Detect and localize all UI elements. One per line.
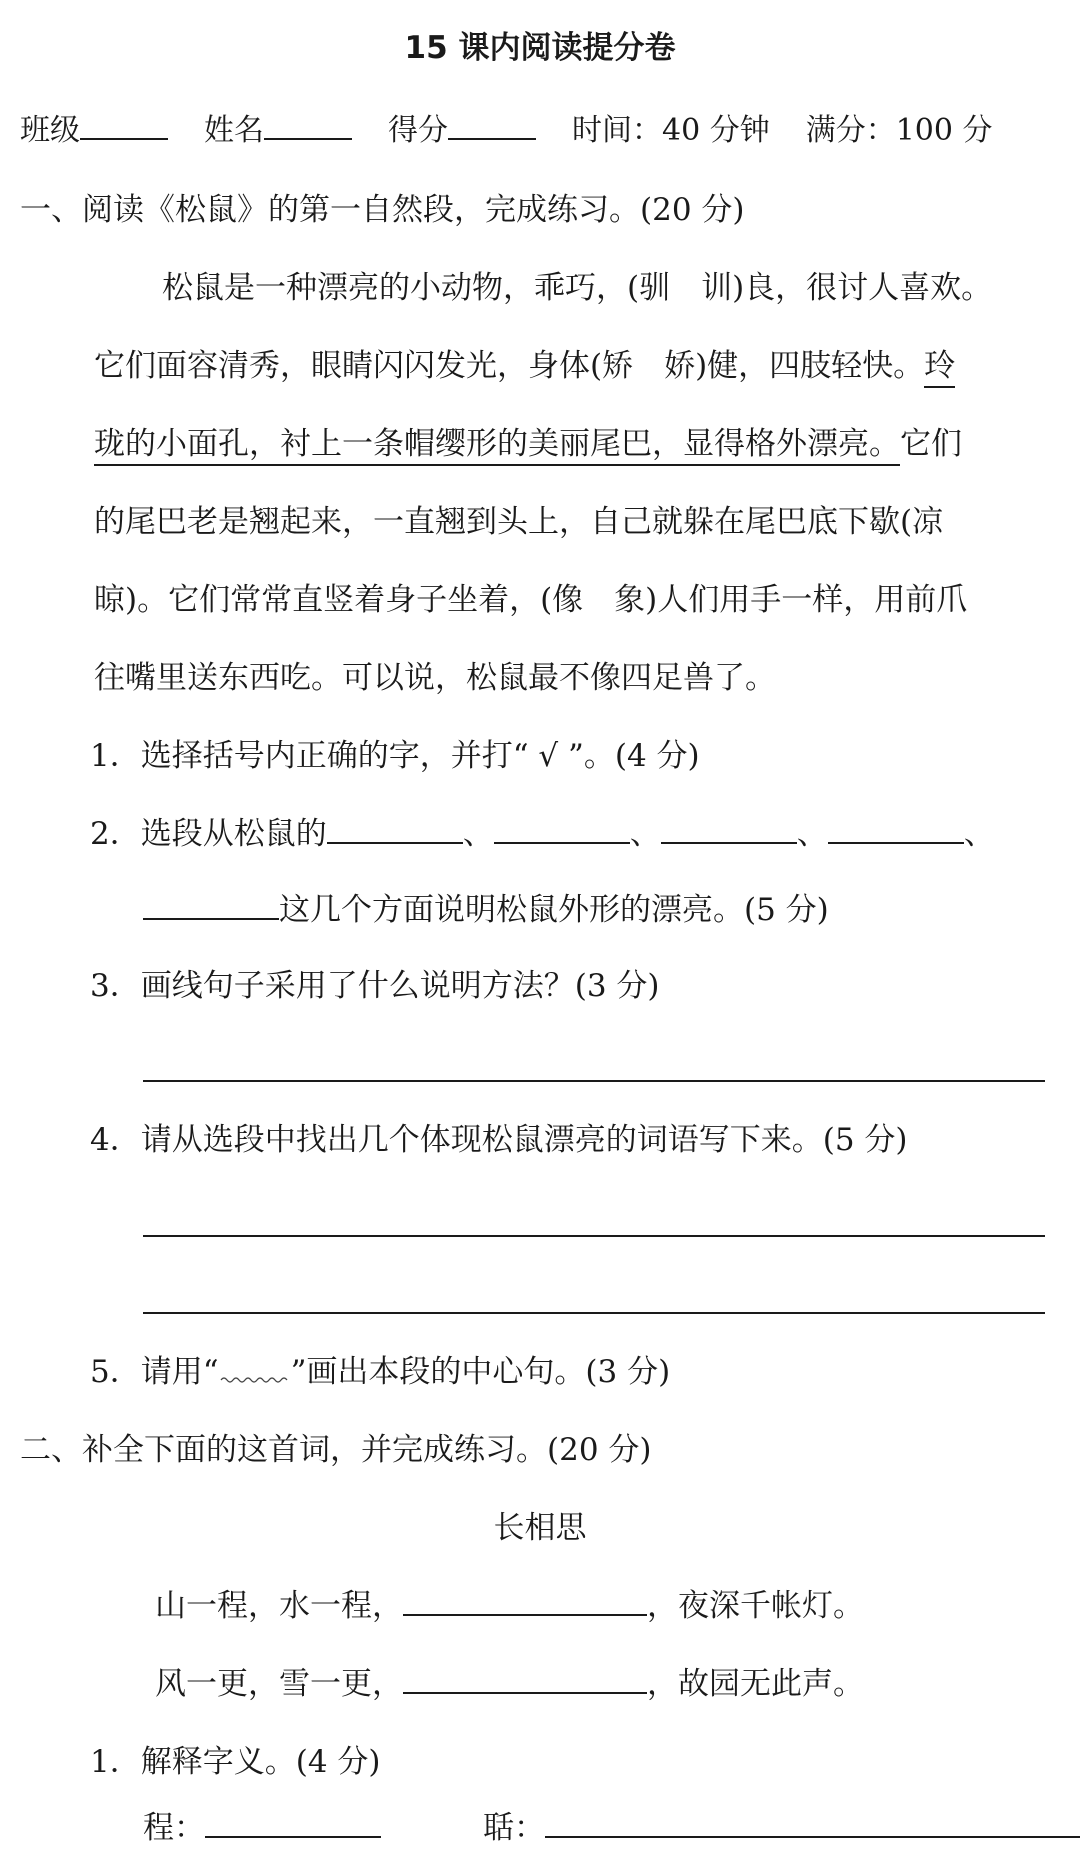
char-label-cheng: 程： (143, 1810, 205, 1846)
section2-question-1: 1．解释字义。(4 分) (90, 1744, 381, 1780)
passage-text: 它们 (900, 426, 962, 462)
definition-blank[interactable] (545, 1808, 1080, 1838)
passage-line-1: 松鼠是一种漂亮的小动物，乖巧，(驯 训)良，很讨人喜欢。 (162, 270, 993, 306)
answer-blank[interactable] (327, 814, 463, 844)
question-1: 1．选择括号内正确的字，并打“ √ ”。(4 分) (90, 738, 700, 774)
answer-line[interactable] (143, 1235, 1045, 1237)
section1-heading: 一、阅读《松鼠》的第一自然段，完成练习。(20 分) (20, 192, 745, 228)
poem-title: 长相思 (493, 1510, 587, 1546)
poem-line-2: 风一更，雪一更， ，故园无此声。 (155, 1666, 864, 1702)
question-5: 5．请用“ ”画出本段的中心句。(3 分) (90, 1354, 671, 1390)
passage-line-3 (94, 424, 962, 464)
question-3: 3．画线句子采用了什么说明方法？(3 分) (90, 968, 660, 1004)
page-title: 15 课内阅读提分卷 (404, 30, 676, 66)
poem-line-1: 山一程，水一程， ，夜深千帐灯。 (155, 1588, 864, 1624)
full-score-info: 满分：100 分 (805, 113, 993, 148)
answer-blank[interactable] (143, 890, 279, 920)
wavy-underline-icon (219, 1356, 291, 1382)
answer-blank[interactable] (661, 814, 797, 844)
score-label: 得分 (388, 113, 448, 148)
definition-blank[interactable] (205, 1808, 381, 1838)
class-label: 班级 (20, 113, 80, 148)
poem-blank[interactable] (403, 1586, 647, 1616)
passage-line-4: 的尾巴老是翘起来，一直翘到头上，自己就躲在尾巴底下歇(凉 (94, 504, 944, 540)
section2-heading: 二、补全下面的这首词，并完成练习。(20 分) (20, 1432, 652, 1468)
score-field[interactable] (448, 110, 536, 140)
underlined-sentence-start: 玲 (924, 348, 955, 388)
header-info (20, 110, 993, 151)
underlined-sentence: 珑的小面孔，衬上一条帽缨形的美丽尾巴，显得格外漂亮。 (94, 426, 900, 466)
class-field[interactable] (80, 110, 168, 140)
answer-blank[interactable] (494, 814, 630, 844)
answer-line[interactable] (143, 1080, 1045, 1082)
answer-line[interactable] (143, 1312, 1045, 1314)
answer-blank[interactable] (828, 814, 964, 844)
passage-line-5: 晾)。它们常常直竖着身子坐着，(像 象)人们用手一样，用前爪 (94, 582, 968, 618)
question-2-cont: 这几个方面说明松鼠外形的漂亮。(5 分) (143, 890, 829, 930)
passage-text: 它们面容清秀，眼睛闪闪发光，身体(矫 娇)健，四肢轻快。 (94, 348, 925, 384)
char-definitions (143, 1808, 1080, 1848)
name-label: 姓名 (204, 113, 264, 148)
poem-blank[interactable] (403, 1664, 647, 1694)
question-2: 2．选段从松鼠的 、 、 、 、 (90, 816, 995, 852)
time-info: 时间：40 分钟 (572, 113, 770, 148)
char-label-guo: 聒： (483, 1810, 545, 1846)
question-4: 4．请从选段中找出几个体现松鼠漂亮的词语写下来。(5 分) (90, 1122, 908, 1158)
passage-line-2 (94, 346, 955, 386)
name-field[interactable] (264, 110, 352, 140)
passage-line-6: 往嘴里送东西吃。可以说，松鼠最不像四足兽了。 (94, 660, 776, 696)
